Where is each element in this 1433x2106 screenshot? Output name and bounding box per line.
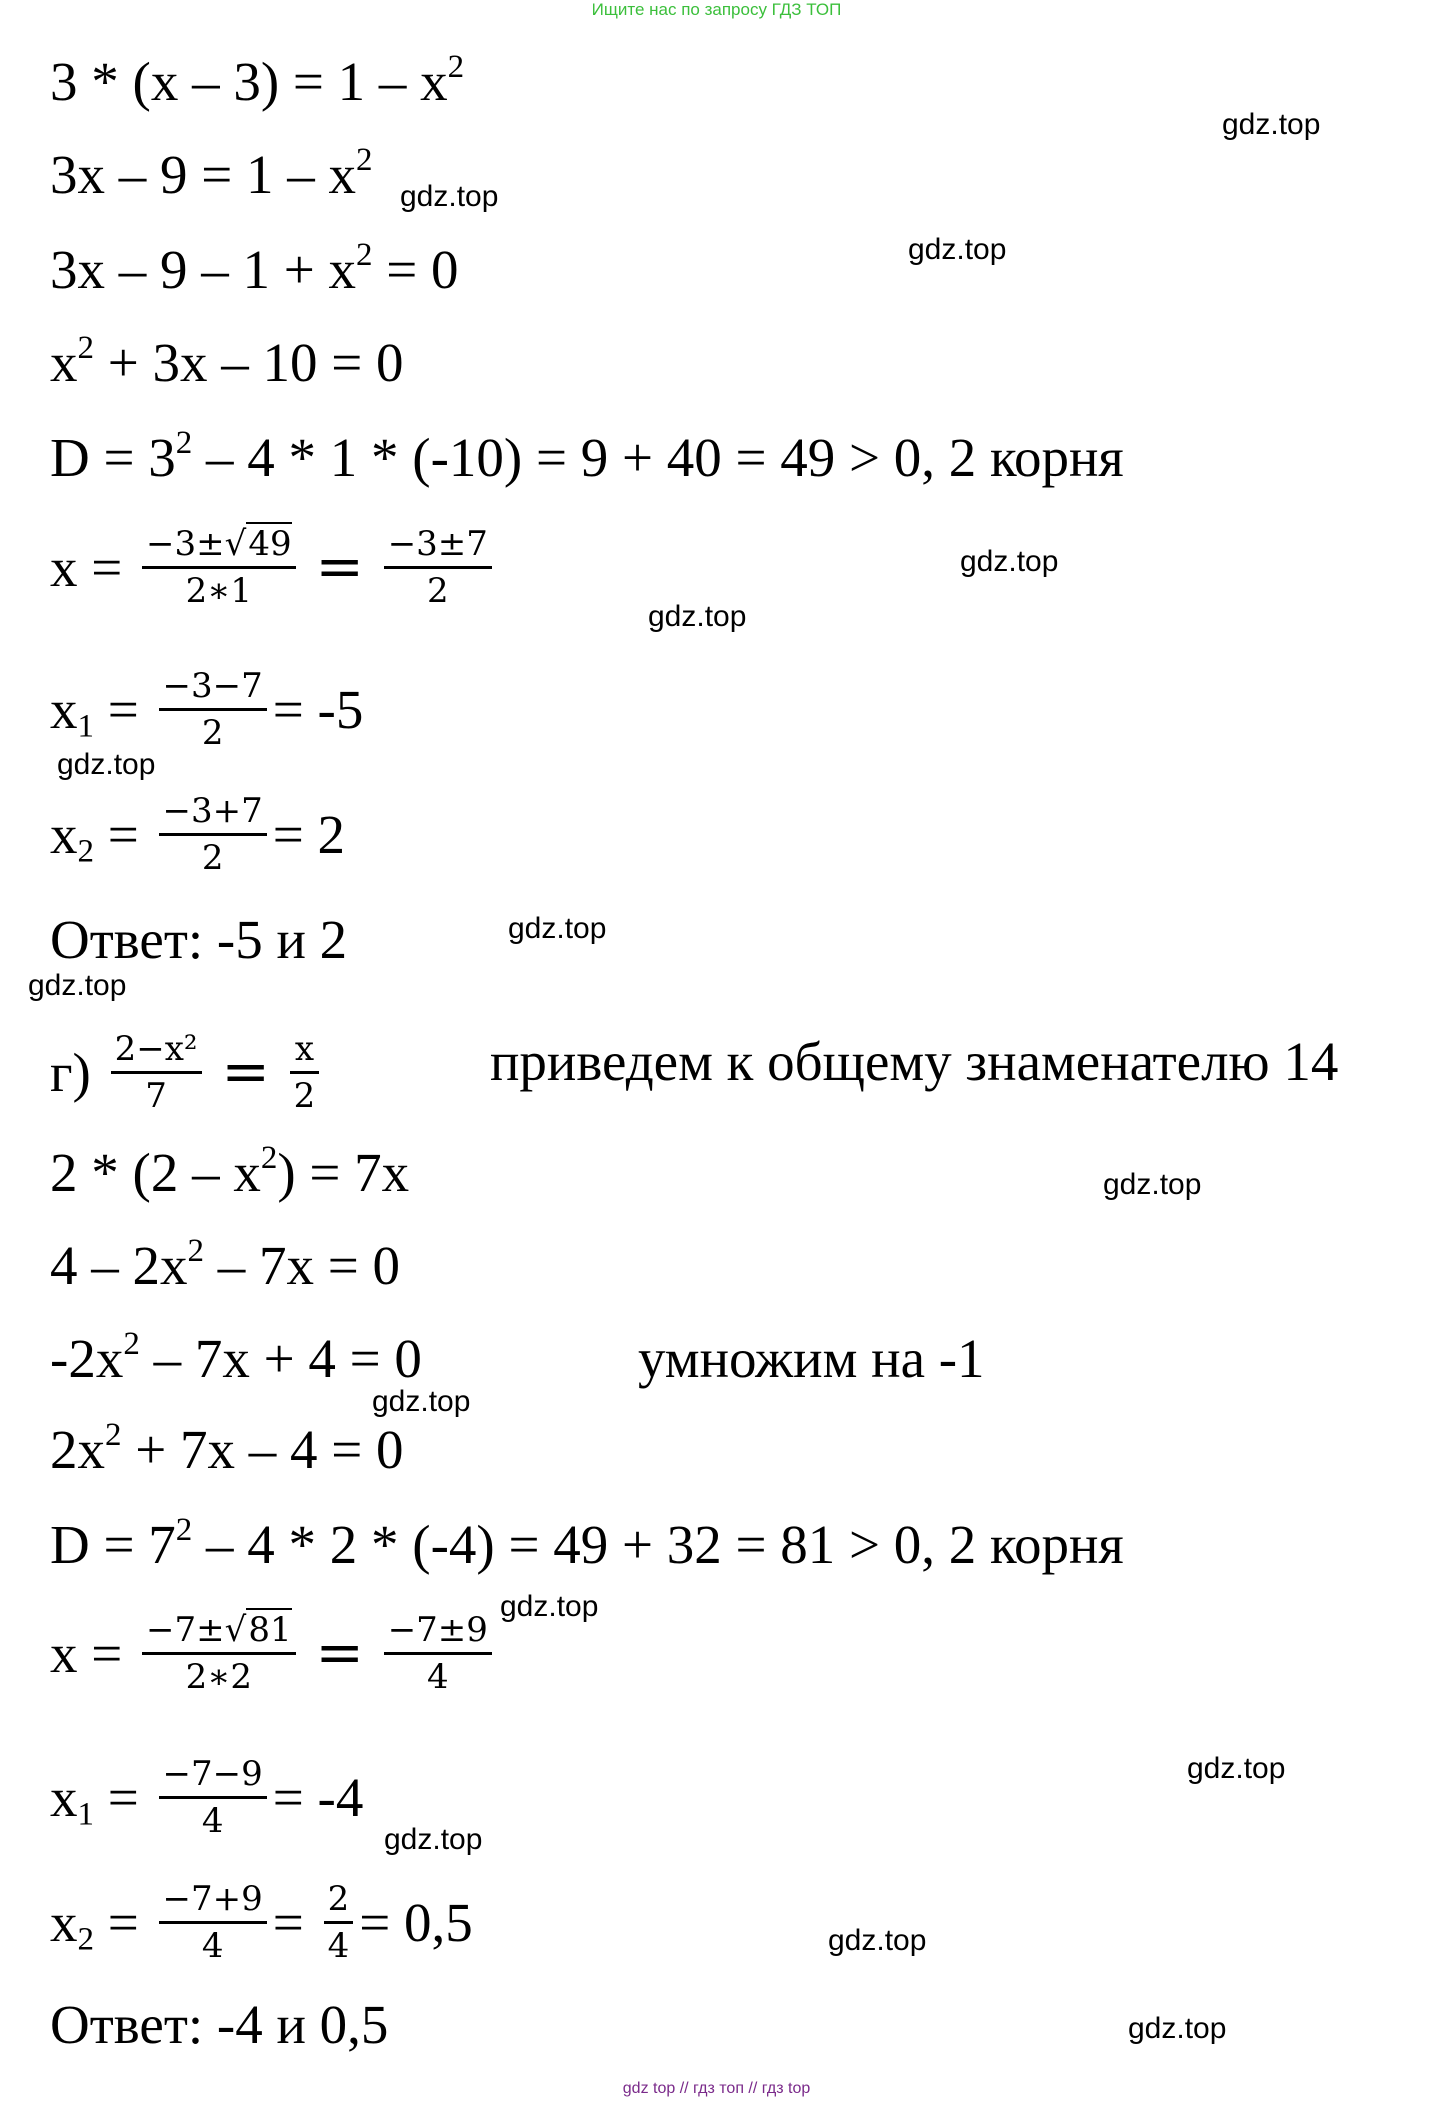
watermark: gdz.top <box>384 1823 483 1856</box>
step-note: приведем к общему знаменателю 14 <box>490 1031 1339 1092</box>
watermark: gdz.top <box>908 233 1007 266</box>
equation-line: $3 * (x - 3) = 1 - x^2$ <box>50 48 465 112</box>
watermark: gdz.top <box>828 1924 927 1957</box>
equation-line: $2x^2 + 7x - 4 = 0$ <box>50 1416 404 1480</box>
discriminant-line: $D = 3^2 - 4 * 1 * (-10) = 9 + 40 = 49 > 0$, 2 корня <box>50 424 1124 488</box>
watermark: gdz.top <box>1222 108 1321 141</box>
watermark: gdz.top <box>508 912 607 945</box>
watermark: gdz.top <box>500 1590 599 1623</box>
watermark: gdz.top <box>372 1385 471 1418</box>
fraction: $\frac{-7\pm√81}{2∗2}$ <box>142 1610 296 1697</box>
watermark: gdz.top <box>28 969 127 1002</box>
answer-line: Ответ: -4 и 0,5 <box>50 1994 389 2055</box>
answer-line: Ответ: -5 и 2 <box>50 909 348 970</box>
equation-line: $4 - 2x^2 - 7x = 0$ <box>50 1232 401 1296</box>
fraction: $\frac{-3\pm 7}{2}$ <box>384 524 492 611</box>
discriminant-line: $D = 7^2 - 4 * 2 * (-4) = 49 + 32 = 81 > 0$, 2 корня <box>50 1511 1124 1575</box>
watermark: gdz.top <box>1128 2012 1227 2045</box>
fraction: $\frac{-3\pm√49}{2∗1}$ <box>142 524 296 611</box>
fraction: $\frac{2}{4}$ <box>324 1879 354 1966</box>
fraction: $\frac{-7+9}{4}$ <box>159 1879 267 1966</box>
equation-line: $2 * (2 - x^2) = 7x$ <box>50 1139 410 1203</box>
root-x2: $x_2$ = $\frac{-3+7}{2}$ = 2 <box>50 791 346 878</box>
root-formula: x = $\frac{-3\pm√49}{2∗1}$ = $\frac{-3\pm 7}{2}$ <box>50 530 498 617</box>
equation-line: $3x - 9 - 1 + x^2 = 0$ <box>50 236 459 300</box>
equation-line: $-2x^2 - 7x + 4 = 0$ <box>50 1325 422 1389</box>
watermark: gdz.top <box>1187 1752 1286 1785</box>
footer-links[interactable]: gdz top // гдз топ // гдз top <box>622 2080 811 2097</box>
step-note: умножим на -1 <box>638 1328 985 1389</box>
root-x1: $x_1$ = $\frac{-7-9}{4}$ = -4 <box>50 1754 364 1841</box>
equation-line: $x^2 + 3x - 10 = 0$ <box>50 329 404 393</box>
watermark: gdz.top <box>1103 1168 1202 1201</box>
root-x2: $x_2$ = $\frac{-7+9}{4}$ = $\frac{2}{4}$ = 0,5 <box>50 1879 473 1966</box>
root-x1: $x_1$ = $\frac{-3-7}{2}$ = -5 <box>50 666 364 753</box>
fraction: $\frac{-3-7}{2}$ <box>159 666 267 753</box>
watermark: gdz.top <box>400 180 499 213</box>
equation-line: $3x - 9 = 1 - x^2$ <box>50 141 373 205</box>
problem-g: г) $\frac{\text{2−x²}}{7}$ = $\frac{x}{2}$ <box>50 1035 325 1122</box>
watermark: gdz.top <box>57 748 156 781</box>
search-banner[interactable]: Ищите нас по запросу ГДЗ ТОП <box>591 0 842 19</box>
fraction: $\frac{x}{2}$ <box>290 1029 320 1116</box>
fraction: $\frac{-7-9}{4}$ <box>159 1754 267 1841</box>
fraction: $\frac{-7\pm 9}{4}$ <box>384 1610 492 1697</box>
root-formula: x = $\frac{-7\pm√81}{2∗2}$ = $\frac{-7\pm 9}{4}$ <box>50 1616 498 1703</box>
fraction: $\frac{\text{2−x²}}{7}$ <box>111 1029 202 1116</box>
watermark: gdz.top <box>648 600 747 633</box>
fraction: $\frac{-3+7}{2}$ <box>159 791 267 878</box>
watermark: gdz.top <box>960 545 1059 578</box>
